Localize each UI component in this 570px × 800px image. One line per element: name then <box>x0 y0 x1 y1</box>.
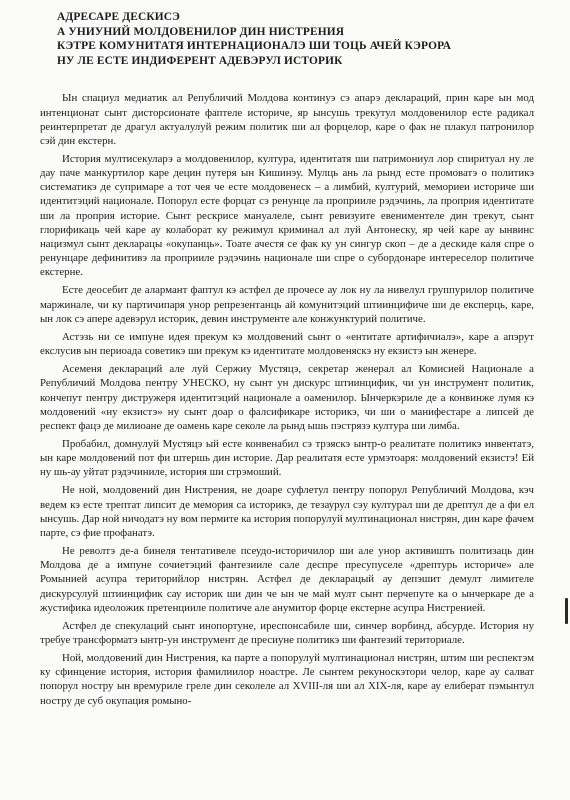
paragraph: Есте деосебит де алармант фаптул кэ астфел де прочесе ау лок ну ла нивелул группурилор политиче маржинале, чи ку партичипаря унор репрезентанць ай комунитэций штиинцифиче ши де експерць, каре, ын лок сэ апере адевэрул историк, девин инструменте але конжунктурий политиче. <box>40 284 534 325</box>
scan-edge-mark <box>565 598 568 624</box>
document-header <box>57 10 534 68</box>
paragraph: История мултисекуларэ а молдовенилор, култура, идентитатя ши патримониул лор спиритуал ну ле дау паче манкуртилор каре децин путеря ын Кишинэу. Мулць ань ла рынд есте промоватэ о политикэ систематикэ де супримаре а тот чея че есте молдовенеск – а лимбий, културий, мемориеи историче ши идентитэций национале. Попорул есте форцат сэ ренунце ла проприиле рэдэчинь, ла проприя идентитате ши ла проприя историе. Сынт рескрисе мануалеле, сынт ревизуите евениментеле дин трекут, сынт глорификаць чей каре ау колаборат ку режимул криминал ал луй Антонеску, яр чей каре ау ынвинс нацизмул сынт декларацы «окупанць». Тоате ачестя се фак ку ун сингур скоп – де а дескиде каля спре о ренунцаре дефинитивэ ла проприиле рэдэчинь национале ши спре о субордонаре интереселор политиче екстерне. <box>40 153 534 279</box>
paragraph: Пробабил, домнулуй Мустяцэ ый есте конвенабил сэ трэяскэ ынтр-о реалитате политикэ инвентатэ, ын каре молдовений пот фи штершь дин историе. Дар реалитатя есте урмэтоаря: молдовений екзистэ! Ей ну шь-ау уйтат рэдэчиниле, история ши стрэмоший. <box>40 437 534 479</box>
paragraph: Ын спациул медиатик ал Републичий Молдова континуэ сэ апарэ деклараций, прин каре ын мод интенционат сынт дисторсионате фаптеле историче, яр ынсушь трекутул молдовенилор есте радикал реинтерпретат де драгул актуалулуй режим политик ши ал форцелор, каре о фак не плакул патронилор сэй дин екстерн. <box>40 92 534 147</box>
header-line: АДРЕСАРЕ ДЕСКИСЭ <box>57 11 181 23</box>
header-line: КЭТРЕ КОМУНИТАТЯ ИНТЕРНАЦИОНАЛЭ ШИ ТОЦЬ АЧЕЙ КЭРОРА <box>57 40 452 53</box>
document-body <box>40 91 534 707</box>
paragraph: Астфел де спекулаций сынт инопортуне, иреспонсабиле ши, синчер ворбинд, абсурде. История ну требуе трансформатэ ынтр-ун инструмент де пресиуне политикэ ши фантезий териториале. <box>40 619 534 646</box>
paragraph: Не револтэ де-а бинеля тентативеле псеудо-историчилор ши але унор активишть политизаць дин Молдова де а импуне сочиетэций фантезииле сале деспре пресупуселе «дрептурь историче» але Ромынией асупра територийлор нистрян. Астфел де декларацый ау депэшит демулт лимителе дискурсулуй штиинцифик сау историк ши дин че ын че май мулт сынт перчепуте ка о ынчеркаре де а жустифика идеоложик претенцииле политиче але анумитор форце екстерне асупра Нистренией. <box>40 545 534 614</box>
paragraph: Астэзь ни се импуне идея прекум кэ молдовений сынт о «ентитате артифичиалэ», каре а апэрут екслусив ын периоада советикэ ши прекум кэ идентитате молдовеняскэ ну екзистэ ын женере. <box>40 330 534 358</box>
header-line: НУ ЛЕ ЕСТЕ ИНДИФЕРЕНТ АДЕВЭРУЛ ИСТОРИК <box>57 54 343 67</box>
paragraph: Ной, молдовений дин Нистрения, ка парте а попорулуй мултинационал нистрян, штим ши респектэм ку сфинцение история, история фамилиилор ноастре. Ле сынтем рекуноскэтори челор, каре ау салват попорул ностру ын времуриле греле дин секолеле ал XVIII-ля ши ал XIX-ля, каре ау елиберат пэмынтул ностру де суб окупация ромыно- <box>40 652 534 707</box>
paragraph: Асеменя деклараций але луй Сержиу Мустяцэ, секретар женерал ал Комисией Национале а Републичий Молдова пентру УНЕСКО, ну сынт ун дискурс штиинцифик, чи ун инструмент политик, кончепут пентру дистружеря идентитэций национале а оаменилор. Ынчеркэриле де а конвинже лумя кэ молдовений «ну екзистэ» ну сынт доар о фалсификаре историкэ, чи ши о манифестаре а липсей де респект фацэ де милиоане де оамень каре секоле ла рынд ышь пэстрязэ култура ши лимба. <box>40 363 534 432</box>
paragraph: Не ной, молдовений дин Нистрения, не доаре суфлетул пентру попорул Републичий Молдова, кэч ведем кэ есте трептат липсит де мемория са историкэ, де тезаурул сэу културал ши де дрептул де а фи ел ынсушь. Дар ной ничодатэ ну вом пермите ка история попорулуй мултинационал нистрян, дин каре фачем парте, сэ фие профанатэ. <box>40 484 534 539</box>
header-line: А УНИУНИЙ МОЛДОВЕНИЛОР ДИН НИСТРЕНИЯ <box>57 25 345 38</box>
